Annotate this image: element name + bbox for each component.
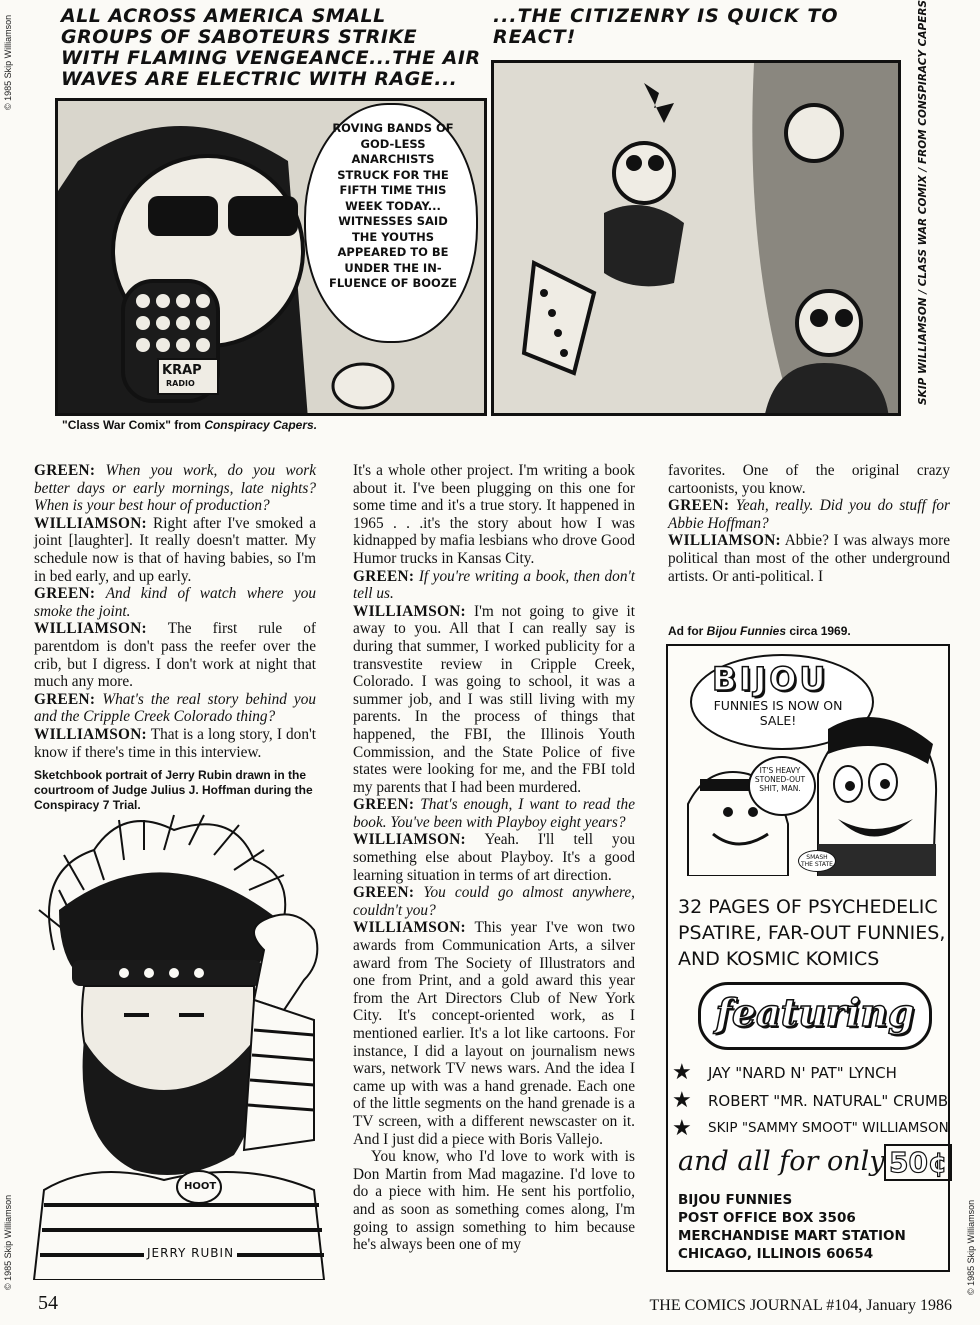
speaker-label: GREEN: [353,884,415,902]
figure-caption-prefix: "Class War Comix" from [62,418,205,432]
comic-side-credit: SKIP WILLIAMSON / CLASS WAR COMIX / FROM CONSPIRACY CAPERS [917,0,929,405]
article-column-3 [668,462,950,585]
copyright-credit-top: © 1985 Skip Williamson [3,14,13,110]
speaker-label: GREEN: [34,462,96,479]
question-text: You could go almost anywhere, couldn't you? [353,884,635,919]
heavy-speech-text: IT'S HEAVY STONED-OUT SHIT, MAN. [754,766,806,793]
answer-text: It's a whole other project. I'm writing a book about it. I've been plugging on this one for some time and it's a true story. It happened in 1965 . . .it's the story about how I was kidnapped by mafia lesbians who drove Good Humor trucks in Kansas City. [353,462,635,567]
question-text: What's the real story behind you and the Cripple Creek Colorado thing? [34,690,317,726]
journal-footer: THE COMICS JOURNAL #104, January 1986 [649,1297,952,1314]
speech-balloon-text: ROVING BANDS OF GOD-LESS ANARCHISTS STRUCK FOR THE FIFTH TIME THIS WEEK TODAY... WITNESSES SAID THE YOUTHS APPEARED TO BE UNDER THE IN-FLUENCE OF BOOZE [328,121,458,290]
ad-address-4: CHICAGO, ILLINOIS 60654 [678,1246,874,1262]
paragraph [34,585,316,620]
star-icon: ★ [672,1087,692,1112]
speaker-label: WILLIAMSON: [668,532,781,550]
paragraph [353,568,635,603]
paragraph [34,462,316,515]
figure-caption-title: Conspiracy Capers. [204,418,318,432]
speaker-label: GREEN: [668,497,730,515]
ad-art-panel [678,654,938,876]
ad-artist-2: ROBERT "MR. NATURAL" CRUMB [708,1092,949,1110]
paragraph [668,532,950,585]
bijou-funnies-ad [666,644,950,1272]
ad-artist-1: JAY "NARD N' PAT" LYNCH [708,1064,897,1082]
star-icon: ★ [672,1059,692,1084]
answer-text: favorites. One of the original crazy cartoonists, you know. [668,462,950,497]
bijou-characters [678,654,938,876]
paragraph [353,919,635,1148]
speaker-label: GREEN: [34,690,96,708]
ad-line-2: PSATIRE, FAR-OUT FUNNIES, [678,922,946,944]
comic-caption-left: ALL ACROSS AMERICA SMALL GROUPS OF SABOTEURS STRIKE WITH FLAMING VENGEANCE...THE AIR WAVES ARE ELECTRIC WITH RAGE... [61,5,481,90]
speaker-label: WILLIAMSON: [34,620,147,638]
answer-text: That is a long story, I don't know if there's time in this interview. [34,725,316,761]
comic-figure-caption [62,418,317,433]
paragraph [34,515,316,585]
ad-featuring-banner [698,982,932,1050]
speaker-label: WILLIAMSON: [353,602,466,620]
answer-text: Yeah. I'll tell you something else about Playboy. It's a good learning situation in terms of art direction. [353,831,635,884]
jerry-rubin-sketch [14,810,330,1280]
copyright-credit-bottom-left: © 1985 Skip Williamson [3,1194,13,1290]
ad-address-1: BIJOU FUNNIES [678,1192,793,1208]
page-number: 54 [38,1292,58,1314]
paragraph [34,726,316,761]
speaker-label: WILLIAMSON: [34,725,147,743]
speaker-label: GREEN: [34,585,96,603]
mic-label-radio: RADIO [166,379,195,388]
answer-text: You know, who I'd love to work with is Don Martin from Mad magazine. I'd love to do a piece with him. He sent his portfolio, and as soon as something comes along, I'm going to assign something to him because he's always been one of my [353,1148,635,1254]
ad-caption [668,624,950,639]
ad-caption-suffix: circa 1969. [786,624,851,638]
ad-line-3: AND KOSMIC KOMICS [678,948,880,970]
paragraph [353,603,635,797]
speaker-label: GREEN: [353,796,415,814]
comic-panel-left [55,98,487,416]
question-text: And kind of watch where you smoke the joint. [34,585,316,620]
paragraph [34,691,316,726]
ad-artist-3: SKIP "SAMMY SMOOT" WILLIAMSON [708,1120,949,1136]
ad-address-2: POST OFFICE BOX 3506 [678,1210,856,1226]
speech-balloon [304,103,478,343]
speaker-label: WILLIAMSON: [353,831,466,849]
ad-price: 50¢ [884,1144,952,1181]
mic-label-krap: KRAP [162,363,202,378]
answer-text: I'm not going to give it away to you. All that I can really say is during that summer, I worked publicity for a transvestite review in Cripple Creek, Colorado. I was going to school, it was a summer job, and I was still living with my parents. In the process of things that happened, the FBI, the Illinois Youth Commission, and the State Police of five states were looking for me, and the FBI told my parents that I had been murdered. [353,602,635,796]
copyright-credit-bottom-right: © 1985 Skip Williamson [966,1199,976,1295]
answer-text: The first rule of parentdom is don't pass the reefer over the crib, but I digress. I don't work at night that much any more. [34,620,316,691]
ad-featuring-text: featuring [715,990,915,1035]
ad-line-1: 32 PAGES OF PSYCHEDELIC [678,896,938,918]
star-icon: ★ [672,1115,692,1140]
article-column-2 [353,462,635,1254]
rubin-portrait-drawing [14,810,330,1280]
article-column-1 [34,462,316,761]
answer-text: Abbie? I was always more political than most of the other underground artists. Or anti-political. I [668,532,951,585]
smash-state-sign: SMASH THE STATE [798,850,836,872]
paragraph [668,462,950,497]
sketch-caption: Sketchbook portrait of Jerry Rubin drawn in the courtroom of Judge Julius J. Hoffman during the Conspiracy 7 Trial. [34,768,313,812]
paragraph [353,462,635,568]
ad-price-text: and all for only [678,1146,885,1177]
answer-text: Right after I've smoked a joint [laughter]. It really doesn't matter. My schedule now is that of having babies, so I'm in bed early, and up early. [34,514,316,585]
question-text: Yeah, really. Did you do stuff for Abbie Hoffman? [668,497,950,532]
speaker-label: WILLIAMSON: [34,514,147,532]
comic-caption-right: ...THE CITIZENRY IS QUICK TO REACT! [493,5,839,48]
bijou-subtitle: FUNNIES IS NOW ON SALE! [713,698,843,728]
bijou-logo: BIJOU [712,660,829,698]
paragraph [34,620,316,690]
citizenry-illustration [494,63,901,416]
speaker-label: WILLIAMSON: [353,919,466,937]
paragraph [353,1148,635,1254]
ad-address-3: MERCHANDISE MART STATION [678,1228,906,1244]
sketch-signature: JERRY RUBIN [144,1246,237,1260]
paragraph [353,796,635,831]
paragraph [353,831,635,884]
question-text: If you're writing a book, then don't tell us. [353,567,635,603]
comic-strip [55,0,945,420]
comic-panel-right [491,60,901,416]
paragraph [668,497,950,532]
paragraph [353,884,635,919]
question-text: When you work, do you work better days or early mornings, late nights? When is your best hour of production? [34,462,316,515]
speaker-label: GREEN: [353,567,415,585]
hoot-button-text: HOOT [184,1181,217,1192]
answer-text: This year I've won two awards from Communication Arts, a silver award from The Society of Illustrators and one from Print, and a gold award this year from the Art Directors Club of New York City. It's concept-oriented work, as I mentioned earlier. It's a lot like cartoons. For instance, I did a layout on journalism news wars, network TV news wars. And the idea I came up with was a hand grenade. Each one of the little segments on the hand grenade is a TV screen, with a different newscaster on it. And I just did a piece with Boris Vallejo. [353,919,635,1148]
question-text: That's enough, I want to read the book. You've been with Playboy eight years? [353,796,635,831]
ad-caption-title: Bijou Funnies [706,624,787,638]
ad-caption-prefix: Ad for [668,624,707,638]
